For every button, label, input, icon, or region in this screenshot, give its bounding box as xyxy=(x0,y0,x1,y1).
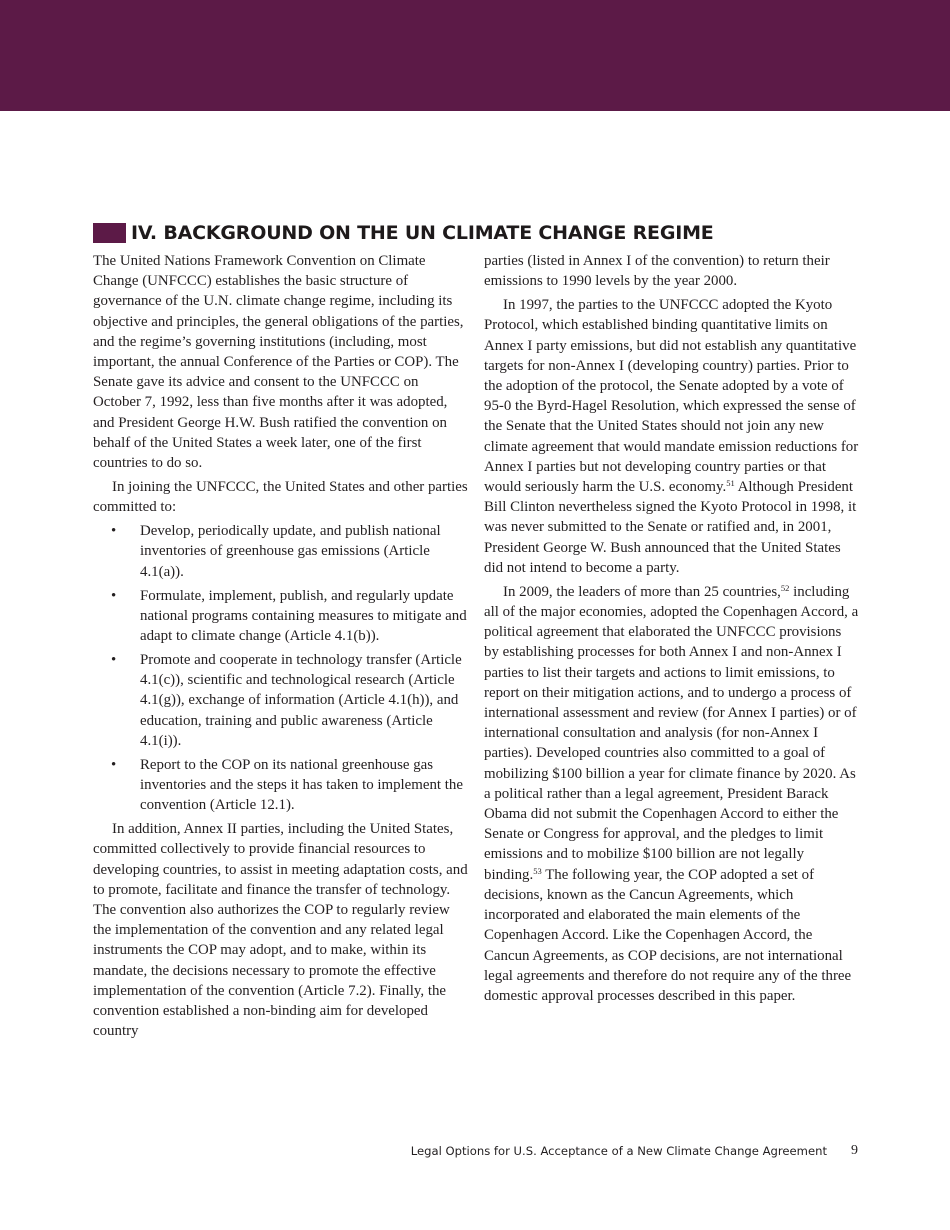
page-number: 9 xyxy=(851,1143,858,1158)
kyoto-text-a: In 1997, the parties to the UNFCCC adopted the Kyoto Protocol, which established binding quantitative limits on Annex I party emissions, but did not establish any quantitative targets for non-Annex I (developing country) parties. Prior to the adoption of the protocol, the Senate adopted by a vote of 95-0 the Byrd-Hagel Resolution, which expressed the sense of the Senate that the United States should not join any new climate agreement that would mandate emission reductions for Annex I parties but not developing country parties or that would seriously harm the U.S. economy. xyxy=(484,297,859,496)
list-item-text: Promote and cooperate in technology transfer (Article 4.1(c)), scientific and technological research (Article 4.1(g)), exchange of information (Article 4.1(h)), and education, training and public awareness (Article 4.1(i)). xyxy=(140,652,462,749)
copenhagen-text-a: In 2009, the leaders of more than 25 countries, xyxy=(503,583,781,600)
list-item xyxy=(93,650,468,751)
paragraph-intro: The United Nations Framework Convention on Climate Change (UNFCCC) establishes the basic structure of governance of the U.N. climate change regime, including its objective and principles, the general obligations of the parties, and the regime’s governing institutions (including, most important, the annual Conference of the Parties or COP). The Senate gave its advice and consent to the UNFCCC on October 7, 1992, less than five months after it was adopted, and President George H.W. Bush ratified the convention on behalf of the United States a week later, one of the first countries to do so. xyxy=(93,253,464,472)
copenhagen-text-c: The following year, the COP adopted a set of decisions, known as the Cancun Agreements, which incorporated and elaborated the main elements of the Copenhagen Accord. Like the Copenhagen Accord, the Cancun Agreements, as COP decisions, are not international legal agreements and therefore do not require any of the three domestic approval processes described in this paper. xyxy=(484,866,852,1004)
paragraph-continuation: parties (listed in Annex I of the convention) to return their emissions to 1990 levels by the year 2000. xyxy=(484,253,830,290)
list-item xyxy=(93,586,468,647)
bullet-marker: • xyxy=(111,587,117,604)
header-band xyxy=(0,0,950,111)
list-item-text: Develop, periodically update, and publish national inventories of greenhouse gas emissions (Article 4.1(a)). xyxy=(140,523,441,580)
section-heading xyxy=(93,220,873,246)
left-column xyxy=(93,251,468,1045)
footnote-ref-51[interactable]: 51 xyxy=(726,478,735,489)
paragraph-commitments-intro: In joining the UNFCCC, the United States and other parties committed to: xyxy=(93,479,468,516)
copenhagen-text-b: including all of the major economies, adopted the Copenhagen Accord, a political agreement that elaborated the UNFCCC provisions by establishing processes for both Annex I and non-Annex I parties to list their targets and actions to limit emissions, to report on their mitigation actions, and to undergo a process of international assessment and review (for Annex I parties) or of international consultation and analysis (for non-Annex I parties). Developed countries also committed to a goal of mobilizing $100 billion a year for climate finance by 2020. As a political rather than a legal agreement, President Barack Obama did not submit the Copenhagen Accord to either the Senate or Congress for approval, and the pledges to limit emissions and to mobilize $100 billion are not legally binding. xyxy=(484,583,859,883)
footnote-ref-53[interactable]: 53 xyxy=(533,865,542,876)
footer-title: Legal Options for U.S. Acceptance of a New Climate Change Agreement xyxy=(410,1144,827,1158)
paragraph-copenhagen xyxy=(484,582,859,1006)
kyoto-text-b: Although President Bill Clinton nevertheless signed the Kyoto Protocol in 1998, it was never submitted to the Senate or ratified and, in 2001, President George W. Bush announced that the United States did not intend to become a party. xyxy=(484,479,857,576)
right-column xyxy=(484,251,859,1010)
commitments-list xyxy=(93,521,468,815)
section-title: IV. BACKGROUND ON THE UN CLIMATE CHANGE REGIME xyxy=(131,222,714,244)
page-footer xyxy=(380,1141,858,1161)
list-item xyxy=(93,755,468,816)
paragraph-annex-ii: In addition, Annex II parties, including the United States, committed collectively to provide financial resources to developing countries, to assist in meeting adaptation costs, and to promote, facilitate and finance the transfer of technology. The convention also authorizes the COP to regularly review the implementation of the convention and any related legal instruments the COP may adopt, and to make, within its mandate, the decisions necessary to promote the effective implementation of the convention (Article 7.2). Finally, the convention established a non-binding aim for developed country xyxy=(93,821,468,1040)
paragraph-kyoto xyxy=(484,295,859,578)
footnote-ref-52[interactable]: 52 xyxy=(780,582,790,593)
bullet-marker: • xyxy=(111,756,117,773)
list-item xyxy=(93,521,468,582)
heading-marker xyxy=(93,223,126,243)
list-item-text: Report to the COP on its national greenhouse gas inventories and the steps it has taken to implement the convention (Article 12.1). xyxy=(140,756,463,814)
bullet-marker: • xyxy=(111,523,117,540)
list-item-text: Formulate, implement, publish, and regularly update national programs containing measures to mitigate and adapt to climate change (Article 4.1(b)). xyxy=(140,587,467,645)
bullet-marker: • xyxy=(111,652,117,669)
